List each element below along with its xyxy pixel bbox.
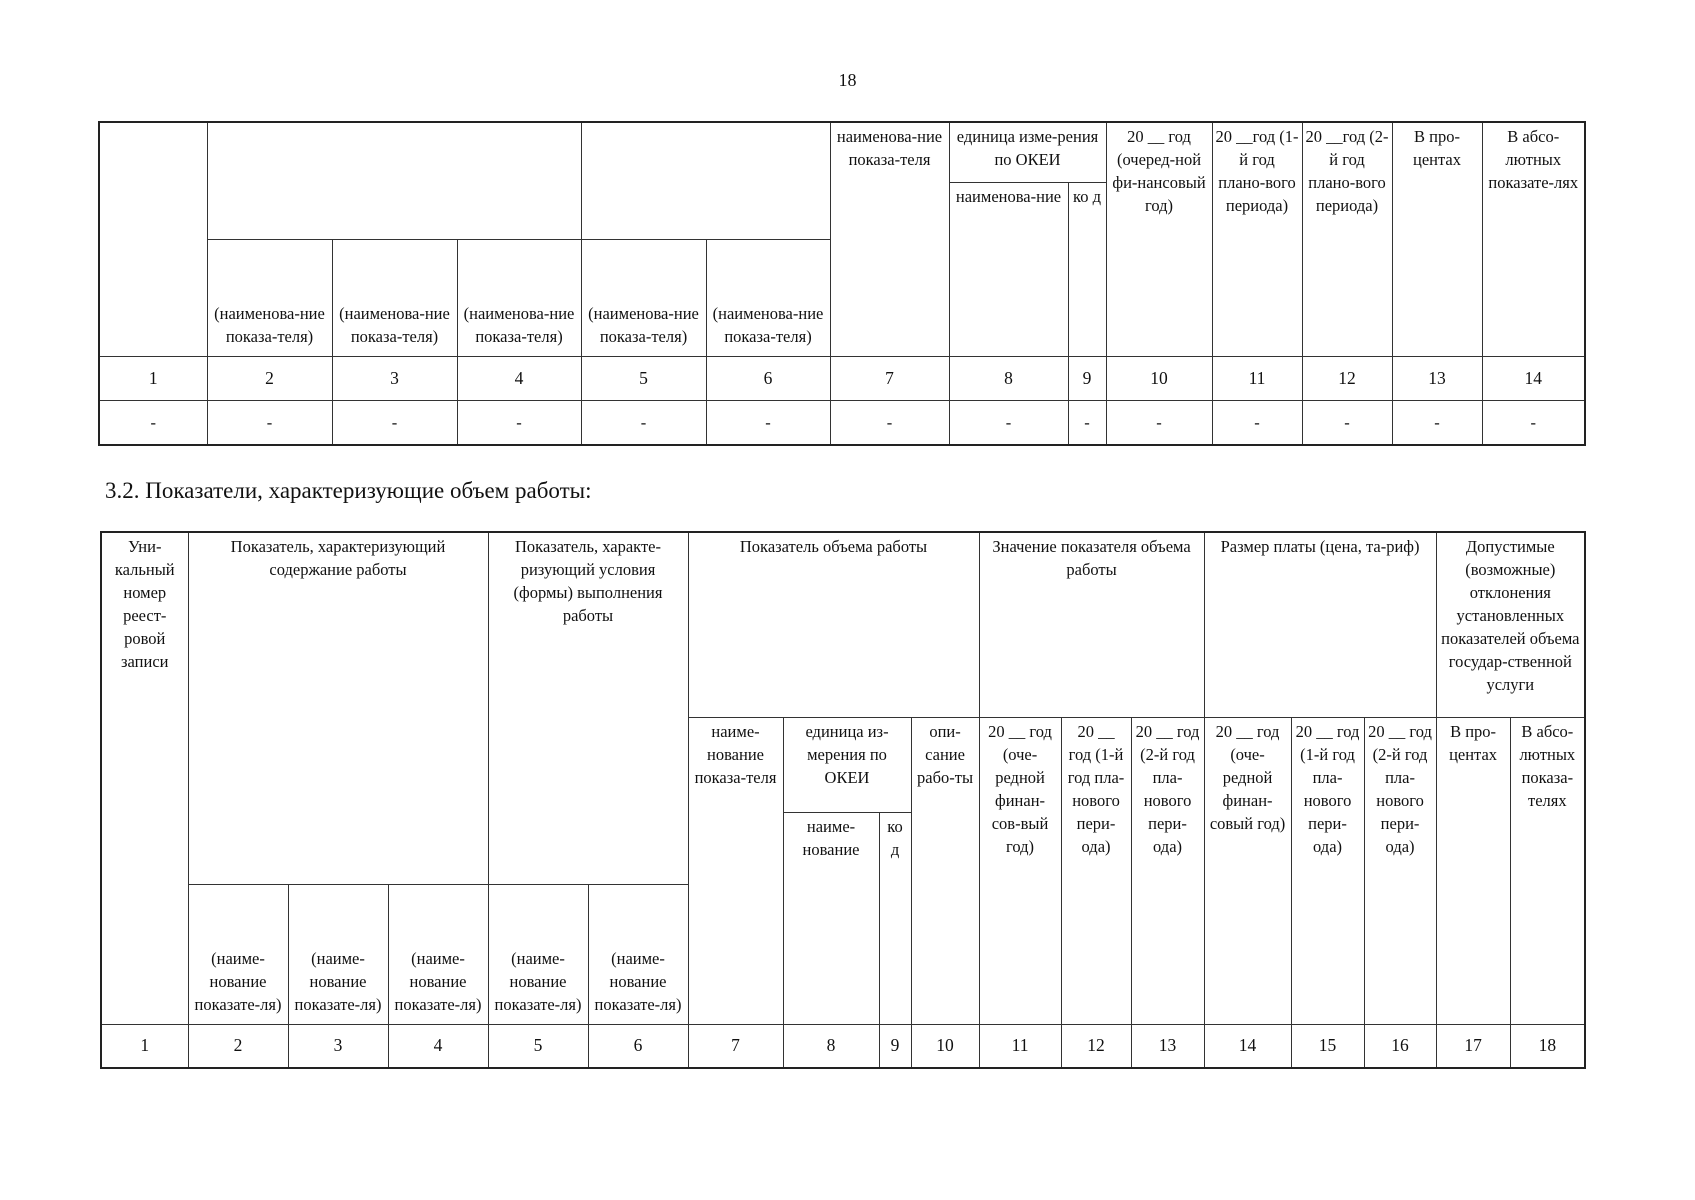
in-absolute-header: В абсо-лютных показа-телях — [1510, 717, 1585, 1024]
table-cell: - — [1302, 400, 1392, 445]
in-percent-header: В про-центах — [1392, 122, 1482, 356]
column-number: 11 — [1212, 356, 1302, 400]
conditions-indicator-header — [581, 122, 830, 239]
column-number: 8 — [949, 356, 1068, 400]
column-numbers-row — [99, 356, 1585, 400]
table-cell: - — [830, 400, 949, 445]
column-number: 11 — [979, 1024, 1061, 1068]
column-number: 7 — [688, 1024, 783, 1068]
value-year-plan2-header: 20 __ год (2-й год пла-нового пери-ода) — [1131, 717, 1204, 1024]
okei-unit-header: единица изме-рения по ОКЕИ — [949, 122, 1106, 182]
column-number: 18 — [1510, 1024, 1585, 1068]
okei-unit-header: единица из-мерения по ОКЕИ — [783, 717, 911, 812]
column-number: 16 — [1364, 1024, 1436, 1068]
blank-header-cell — [99, 122, 207, 356]
work-description-header: опи-сание рабо-ты — [911, 717, 979, 1024]
table-row — [99, 400, 1585, 445]
column-number: 15 — [1291, 1024, 1364, 1068]
sub-indicator-header: (наименова-ние показа-теля) — [706, 239, 830, 356]
work-volume-table — [100, 531, 1586, 1069]
sub-indicator-header: (наименова-ние показа-теля) — [332, 239, 457, 356]
okei-name-header: наименова-ние — [949, 182, 1068, 356]
fee-header: Размер платы (цена, та-риф) — [1204, 532, 1436, 717]
sub-indicator-header: (наиме-нование показате-ля) — [388, 884, 488, 1024]
year-plan2-header: 20 __год (2-й год плано-вого периода) — [1302, 122, 1392, 356]
column-number: 2 — [207, 356, 332, 400]
sub-indicator-header: (наименова-ние показа-теля) — [457, 239, 581, 356]
content-indicator-header: Показатель, характеризующий содержание работы — [188, 532, 488, 884]
column-number: 5 — [581, 356, 706, 400]
column-number: 2 — [188, 1024, 288, 1068]
column-number: 9 — [1068, 356, 1106, 400]
table-cell: - — [949, 400, 1068, 445]
sub-indicator-header: (наименова-ние показа-теля) — [581, 239, 706, 356]
table-cell: - — [207, 400, 332, 445]
year-plan1-header: 20 __год (1-й год плано-вого периода) — [1212, 122, 1302, 356]
sub-indicator-header: (наиме-нование показате-ля) — [288, 884, 388, 1024]
deviations-header: Допустимые (возможные) отклонения установленных показателей объема государ-ственной услуги — [1436, 532, 1585, 717]
column-numbers-row — [101, 1024, 1585, 1068]
registry-number-header: Уни-кальный номер реест-ровой записи — [101, 532, 188, 1024]
column-number: 13 — [1131, 1024, 1204, 1068]
column-number: 3 — [332, 356, 457, 400]
fee-year-plan2-header: 20 __ год (2-й год пла-нового пери-ода) — [1364, 717, 1436, 1024]
table-cell: - — [99, 400, 207, 445]
in-percent-header: В про-центах — [1436, 717, 1510, 1024]
column-number: 10 — [911, 1024, 979, 1068]
column-number: 14 — [1482, 356, 1585, 400]
page-number: 18 — [838, 70, 857, 90]
sub-indicator-header: (наименова-ние показа-теля) — [207, 239, 332, 356]
content-indicator-header — [207, 122, 581, 239]
value-year-plan1-header: 20 __ год (1-й год пла-нового пери-ода) — [1061, 717, 1131, 1024]
section-title: 3.2. Показатели, характеризующие объем работы: — [105, 478, 592, 503]
column-number: 7 — [830, 356, 949, 400]
table-cell: - — [332, 400, 457, 445]
column-number: 8 — [783, 1024, 879, 1068]
table-cell: - — [1212, 400, 1302, 445]
fee-year-current-header: 20 __ год (оче-редной финан-совый год) — [1204, 717, 1291, 1024]
sub-indicator-header: (наиме-нование показате-ля) — [188, 884, 288, 1024]
in-absolute-header: В абсо-лютных показате-лях — [1482, 122, 1585, 356]
column-number: 10 — [1106, 356, 1212, 400]
column-number: 9 — [879, 1024, 911, 1068]
table-cell: - — [1482, 400, 1585, 445]
column-number: 12 — [1302, 356, 1392, 400]
column-number: 4 — [388, 1024, 488, 1068]
table-cell: - — [457, 400, 581, 445]
table-cell: - — [1106, 400, 1212, 445]
fee-year-plan1-header: 20 __ год (1-й год пла-нового пери-ода) — [1291, 717, 1364, 1024]
okei-code-header: ко д — [1068, 182, 1106, 356]
value-year-current-header: 20 __ год (оче-редной финан-сов-вый год) — [979, 717, 1061, 1024]
table-cell: - — [1068, 400, 1106, 445]
okei-name-header: наиме-нование — [783, 812, 879, 1024]
column-number: 17 — [1436, 1024, 1510, 1068]
quality-indicators-table — [98, 121, 1586, 446]
column-number: 5 — [488, 1024, 588, 1068]
sub-indicator-header: (наиме-нование показате-ля) — [588, 884, 688, 1024]
indicator-name-header: наиме-нование показа-теля — [688, 717, 783, 1024]
table-cell: - — [1392, 400, 1482, 445]
column-number: 1 — [101, 1024, 188, 1068]
column-number: 6 — [706, 356, 830, 400]
volume-value-header: Значение показателя объема работы — [979, 532, 1204, 717]
column-number: 14 — [1204, 1024, 1291, 1068]
column-number: 3 — [288, 1024, 388, 1068]
volume-indicator-header: Показатель объема работы — [688, 532, 979, 717]
conditions-indicator-header: Показатель, характе-ризующий условия (формы) выполнения работы — [488, 532, 688, 884]
column-number: 4 — [457, 356, 581, 400]
table-cell: - — [581, 400, 706, 445]
column-number: 13 — [1392, 356, 1482, 400]
indicator-name-header: наименова-ние показа-теля — [830, 122, 949, 356]
column-number: 12 — [1061, 1024, 1131, 1068]
table-cell: - — [706, 400, 830, 445]
year-current-header: 20 __ год (очеред-ной фи-нансовый год) — [1106, 122, 1212, 356]
column-number: 1 — [99, 356, 207, 400]
sub-indicator-header: (наиме-нование показате-ля) — [488, 884, 588, 1024]
column-number: 6 — [588, 1024, 688, 1068]
okei-code-header: ко д — [879, 812, 911, 1024]
